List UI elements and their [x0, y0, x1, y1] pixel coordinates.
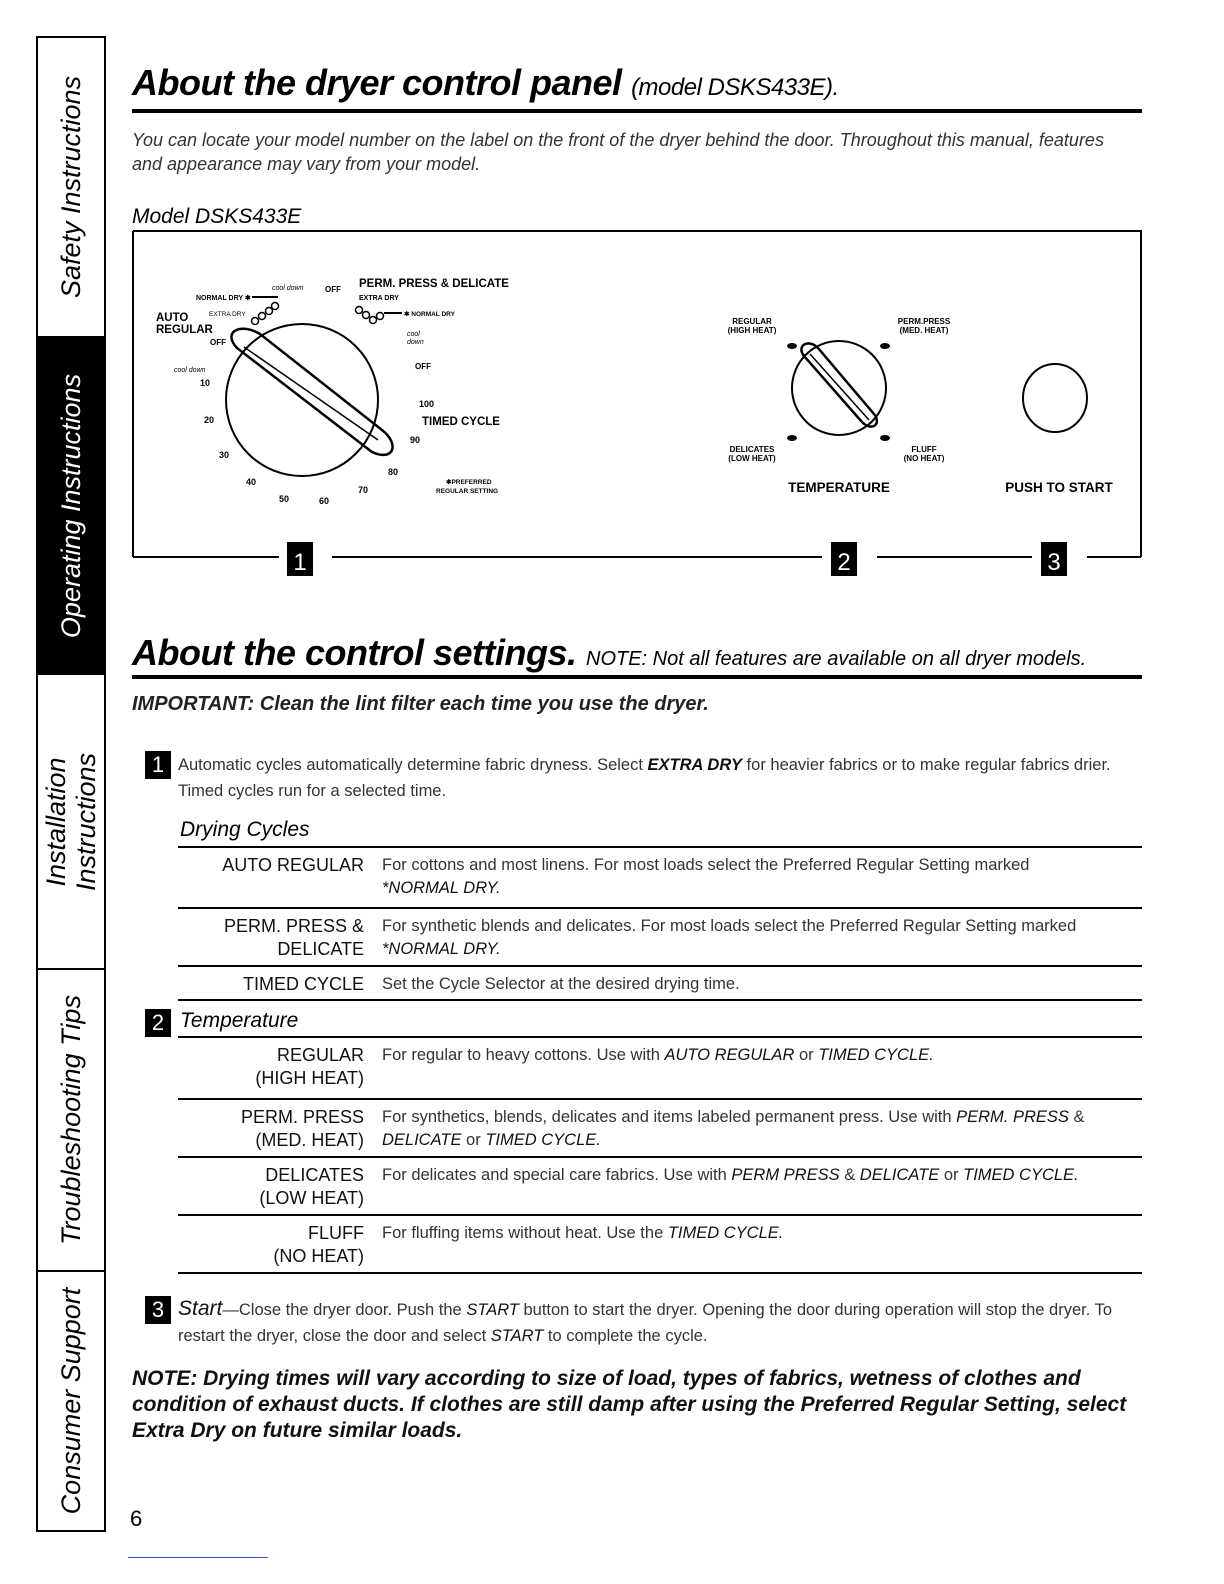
label-regular: REGULAR: [156, 324, 213, 336]
tab-label: Installation Instructions: [41, 752, 101, 891]
push-to-start-label: PUSH TO START: [1005, 480, 1113, 495]
tab-safety-instructions[interactable]: [38, 38, 104, 338]
temp-label-high-heat: (HIGH HEAT): [727, 326, 777, 335]
temp-name: FLUFF (NO HEAT): [273, 1223, 364, 1266]
tab-operating-instructions[interactable]: [38, 338, 104, 675]
title-rule: [132, 109, 1142, 113]
intro-text: You can locate your model number on the label on the front of the dryer behind the door. Throughout this manual, features and appearance may vary from your model.: [132, 130, 1104, 174]
temp-name: DELICATES (LOW HEAT): [259, 1165, 364, 1208]
label-cool-down-top: cool down: [272, 285, 304, 292]
cycle-selector-dial[interactable]: [226, 324, 393, 476]
tick-20: 20: [204, 415, 215, 425]
temp-label-low-heat: (LOW HEAT): [728, 454, 776, 463]
temperature-heading: Temperature: [180, 1009, 299, 1032]
label-cool-down-left: cool down: [174, 367, 206, 374]
settings-title: About the control settings. NOTE: Not all features are available on all dryer models.: [132, 632, 1087, 673]
temp-label-title: TEMPERATURE: [788, 480, 890, 495]
tab-label: Operating Instructions: [56, 373, 86, 638]
footer-line: [128, 1557, 268, 1558]
label-extra-dry-left: EXTRA DRY: [209, 311, 246, 318]
label-off-right: OFF: [415, 362, 431, 371]
section-3-badge: 3: [145, 1296, 171, 1324]
temp-label-delicates: DELICATES: [729, 445, 775, 454]
section-1-text: Automatic cycles automatically determine fabric dryness. Select EXTRA DRY for heavier fabrics or to make regular fabrics drier. Timed cycles run for a selected time.: [178, 756, 1111, 800]
temp-desc: For delicates and special care fabrics. Use with PERM PRESS & DELICATE or TIMED CYCLE.: [382, 1166, 1079, 1184]
important-note: IMPORTANT: Clean the lint filter each time you use the dryer.: [132, 693, 709, 715]
tick-50: 50: [279, 494, 290, 504]
temp-label-no-heat: (NO HEAT): [903, 454, 945, 463]
section-sidebar: [36, 36, 106, 1532]
section-3-text: Start—Close the dryer door. Push the START button to start the dryer. Opening the door during operation will stop the dryer. To restart the dryer, close the door and select START to complete the cycle.: [178, 1297, 1113, 1345]
drying-times-note: NOTE: Drying times will vary according to size of load, types of fabrics, wetness of clothes and condition of exhaust ducts. If clothes are still damp after using the Preferred Regular Setting, select Extra Dry on future similar loads.: [132, 1367, 1127, 1442]
tick-10: 10: [200, 378, 211, 388]
page-number: 6: [130, 1506, 143, 1531]
table-row: [178, 848, 1142, 909]
callout-2-text: 2: [837, 549, 851, 576]
temperature-dial[interactable]: [792, 341, 886, 435]
tab-installation-instructions[interactable]: [38, 675, 104, 970]
label-normal-dry-left: NORMAL DRY ✱: [196, 295, 251, 302]
tab-consumer-support[interactable]: [38, 1272, 104, 1530]
tick-60: 60: [319, 496, 330, 506]
cycle-desc: Set the Cycle Selector at the desired drying time.: [382, 975, 740, 993]
label-cool-right: cool: [407, 331, 420, 338]
table-row: [178, 967, 1142, 1001]
tab-label: Consumer Support: [56, 1287, 86, 1515]
temp-name: PERM. PRESS (MED. HEAT): [240, 1107, 364, 1150]
control-panel-diagram: [132, 230, 1142, 576]
push-to-start-button[interactable]: [1023, 364, 1087, 432]
temp-label-regular: REGULAR: [732, 317, 772, 326]
drying-cycles-heading: Drying Cycles: [180, 818, 310, 841]
tick-30: 30: [219, 450, 230, 460]
label-timed-cycle: TIMED CYCLE: [422, 416, 500, 428]
tick-40: 40: [246, 477, 257, 487]
label-off-top: OFF: [325, 285, 341, 294]
tick-70: 70: [358, 485, 369, 495]
cycle-desc: For synthetic blends and delicates. For most loads select the Preferred Regular Setting marked *NORMAL DRY.: [382, 917, 1077, 958]
label-normal-dry-right: ✱ NORMAL DRY: [404, 311, 455, 318]
drying-cycles-table: [178, 848, 1142, 1001]
cycle-name: PERM. PRESS & DELICATE: [223, 916, 364, 959]
label-perm-press-delicate: PERM. PRESS & DELICATE: [359, 278, 509, 290]
tick-80: 80: [388, 467, 399, 477]
section-1-badge: 1: [145, 751, 171, 779]
label-extra-dry-right: EXTRA DRY: [359, 295, 399, 302]
temp-desc: For synthetics, blends, delicates and items labeled permanent press. Use with PERM. PRESS & DELICATE or TIMED CYCLE.: [382, 1108, 1085, 1149]
temp-desc: For regular to heavy cottons. Use with AUTO REGULAR or TIMED CYCLE.: [382, 1046, 934, 1064]
table-row: [178, 1216, 1142, 1274]
settings-rule: [132, 675, 1142, 679]
tab-label: Troubleshooting Tips: [56, 995, 86, 1245]
cycle-name: AUTO REGULAR: [222, 855, 364, 875]
table-row: [178, 909, 1142, 967]
tab-label: Safety Instructions: [56, 75, 86, 299]
table-row: [178, 1100, 1142, 1158]
temp-label-perm-press: PERM.PRESS: [897, 317, 951, 326]
tab-troubleshooting-tips[interactable]: [38, 970, 104, 1272]
cycle-dial-circle[interactable]: [226, 324, 378, 476]
tick-100: 100: [419, 399, 435, 409]
page-title: About the dryer control panel (model DSKS433E).: [132, 62, 839, 103]
temp-label-med-heat: (MED. HEAT): [899, 326, 949, 335]
label-auto: AUTO: [156, 312, 189, 324]
label-down-right: down: [407, 339, 424, 346]
label-preferred: ✱PREFERRED: [446, 479, 492, 486]
cycle-name: TIMED CYCLE: [242, 974, 364, 994]
label-off-left: OFF: [210, 338, 226, 347]
temp-desc: For fluffing items without heat. Use the TIMED CYCLE.: [382, 1224, 784, 1242]
table-row: [178, 1158, 1142, 1216]
temp-label-fluff: FLUFF: [911, 445, 937, 454]
tick-90: 90: [410, 435, 421, 445]
section-2-badge: 2: [145, 1009, 171, 1037]
label-regular-setting: REGULAR SETTING: [436, 488, 499, 495]
temperature-table: [178, 1038, 1142, 1274]
callout-3-text: 3: [1047, 549, 1061, 576]
model-label: Model DSKS433E: [132, 205, 302, 228]
cycle-desc: For cottons and most linens. For most loads select the Preferred Regular Setting marked *NORMAL DRY.: [382, 856, 1030, 897]
callout-1-text: 1: [293, 549, 307, 576]
cycle-marker-dots-left: [252, 303, 279, 325]
temp-name: REGULAR (HIGH HEAT): [255, 1045, 364, 1088]
table-row: [178, 1038, 1142, 1100]
cycle-marker-dots-right: [356, 307, 384, 324]
